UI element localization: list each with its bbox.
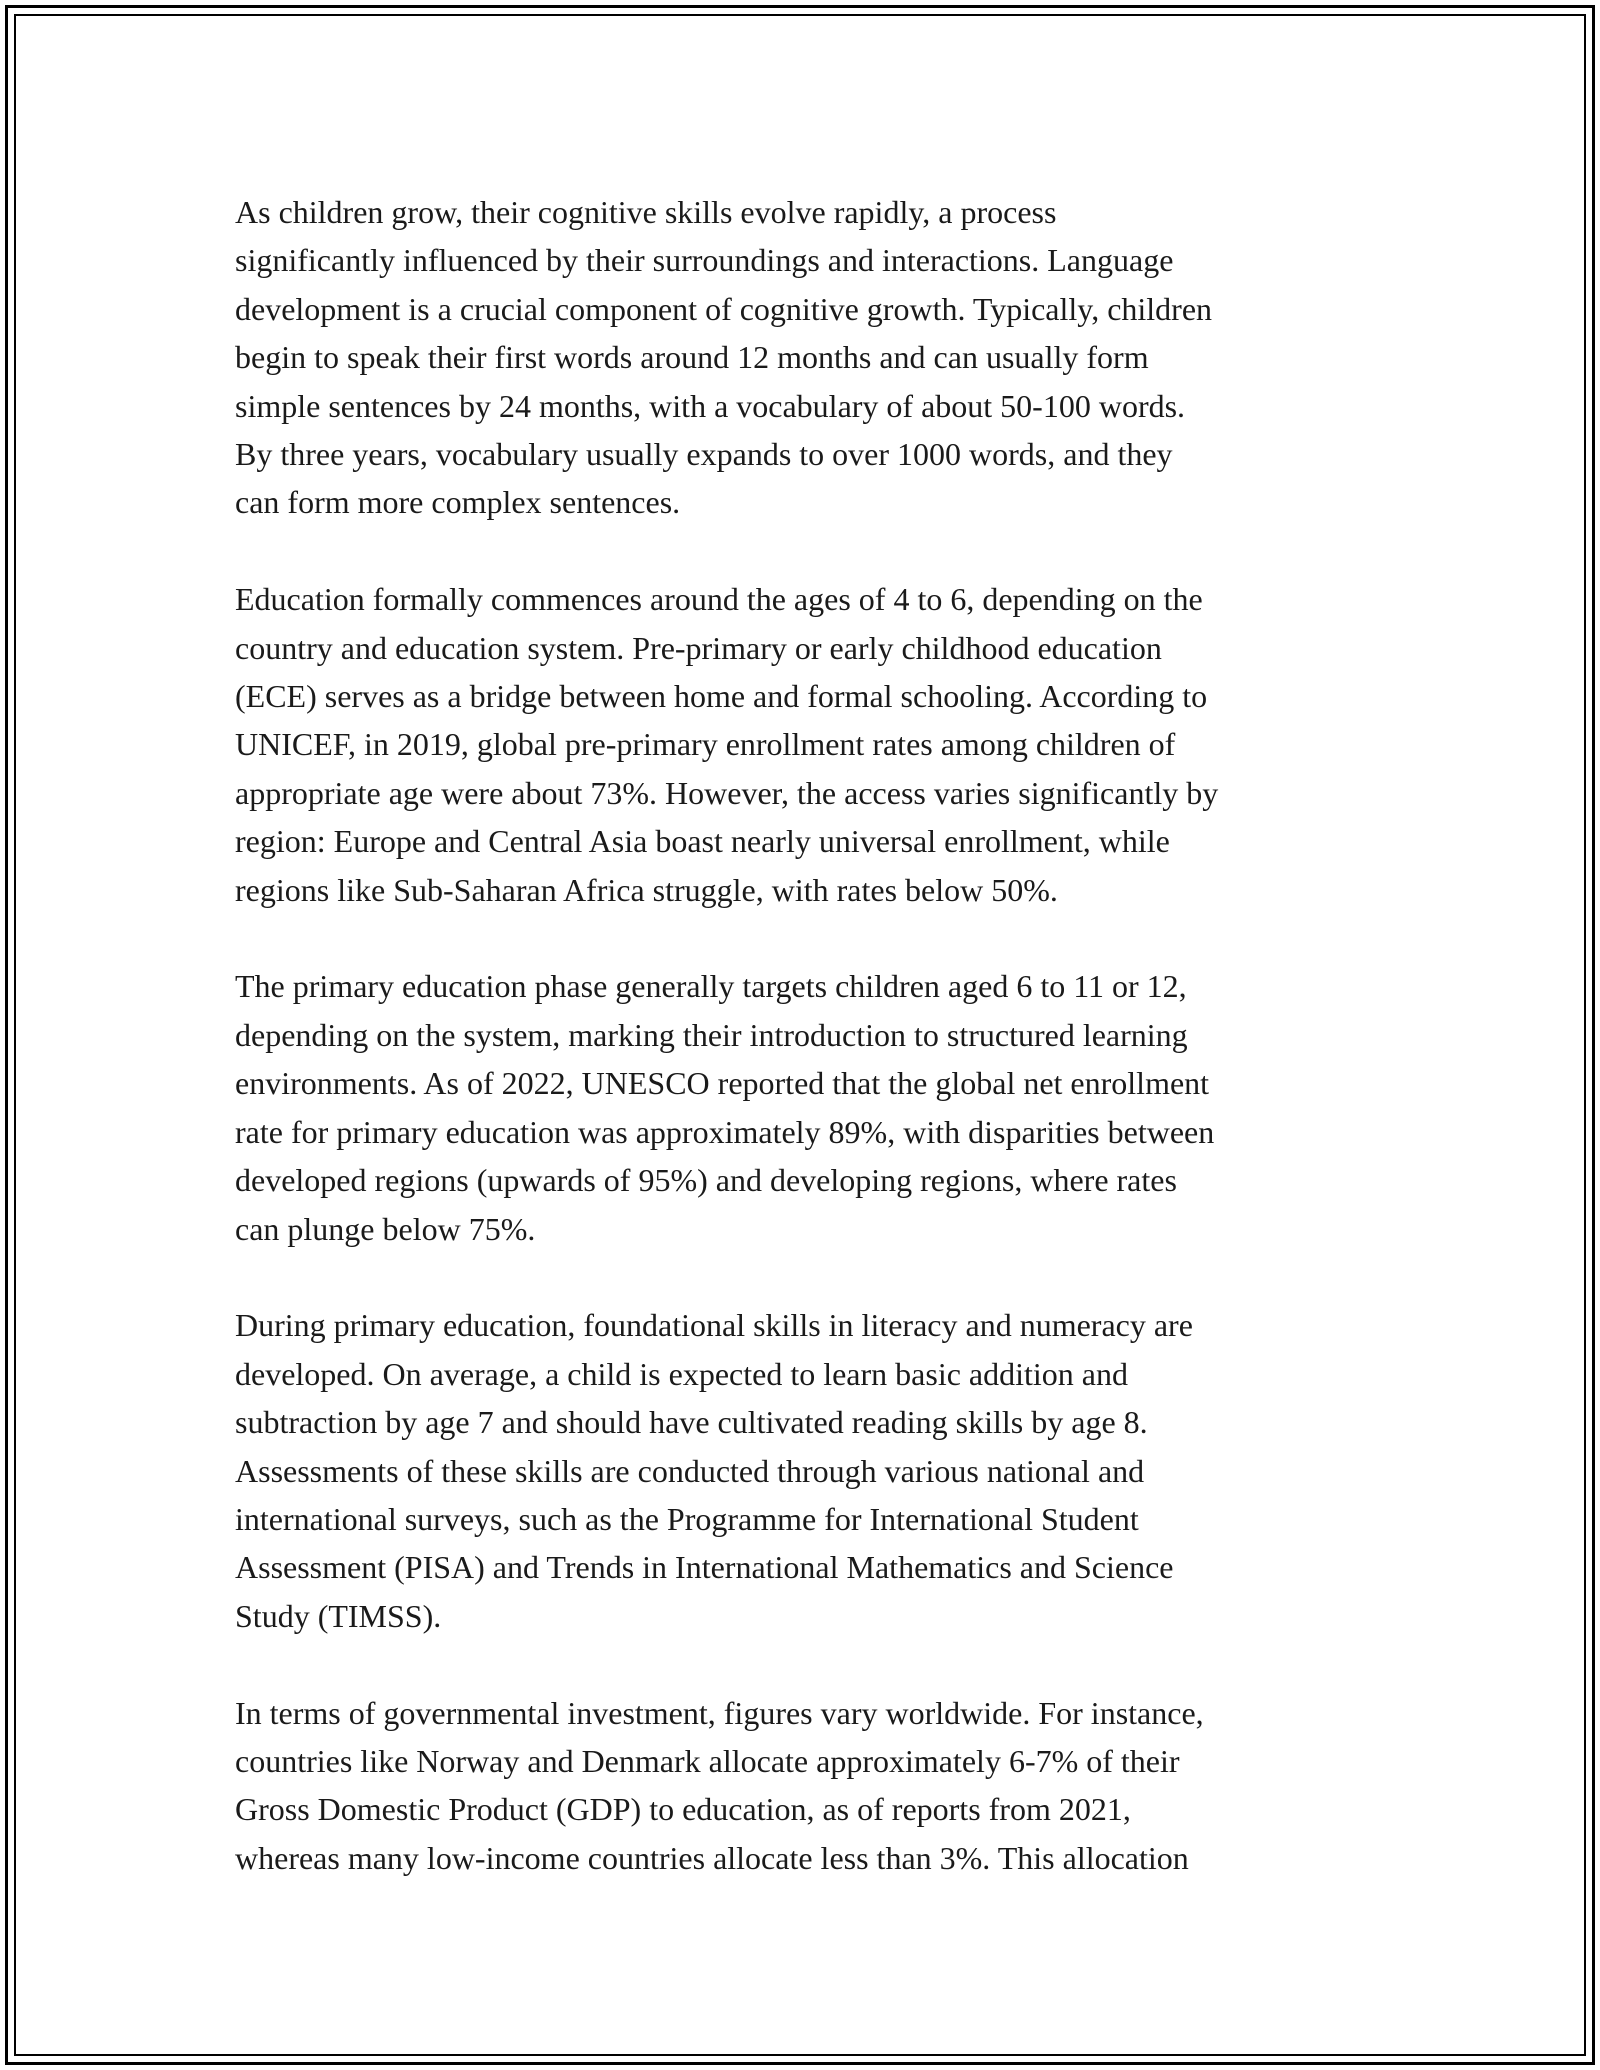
- paragraph-primary-enrollment: The primary education phase generally targets children aged 6 to 11 or 12, depending on the system, marking their introduction to structured learning environments. As of 2022, UNESCO reported that the global net enrollment rate for primary education was approximately 89%, with disparities between developed regions (upwards of 95%) and developing regions, where rates can plunge below 75%.: [235, 968, 1215, 1247]
- paragraph-cognitive-development: As children grow, their cognitive skills evolve rapidly, a process significantly influenced by their surroundings and interactions. Language development is a crucial component of cognitive growth. Typically, children begin to speak their first words around 12 months and can usually form simple sentences by 24 months, with a vocabulary of about 50-100 words. By three years, vocabulary usually expands to over 1000 words, and they can form more complex sentences.: [235, 194, 1213, 521]
- document-body: [235, 188, 1385, 1931]
- paragraph-foundational-skills: During primary education, foundational skills in literacy and numeracy are developed. On average, a child is expected to learn basic addition and subtraction by age 7 and should have cultivated reading skills by age 8. Assessments of these skills are conducted through various national and international surveys, such as the Programme for International Student Assessment (PISA) and Trends in International Mathematics and Science Study (TIMSS).: [235, 1307, 1193, 1634]
- paragraph-early-education: Education formally commences around the ages of 4 to 6, depending on the country and education system. Pre-primary or early childhood education (ECE) serves as a bridge between home and formal schooling. According to UNICEF, in 2019, global pre-primary enrollment rates among children of appropriate age were about 73%. However, the access varies significantly by region: Europe and Central Asia boast nearly universal enrollment, while regions like Sub-Saharan Africa struggle, with rates below 50%.: [235, 581, 1219, 908]
- paragraph-government-investment: In terms of governmental investment, figures vary worldwide. For instance, countries like Norway and Denmark allocate approximately 6-7% of their Gross Domestic Product (GDP) to education, as of reports from 2021, whereas many low-income countries allocate less than 3%. This allocation: [235, 1694, 1204, 1876]
